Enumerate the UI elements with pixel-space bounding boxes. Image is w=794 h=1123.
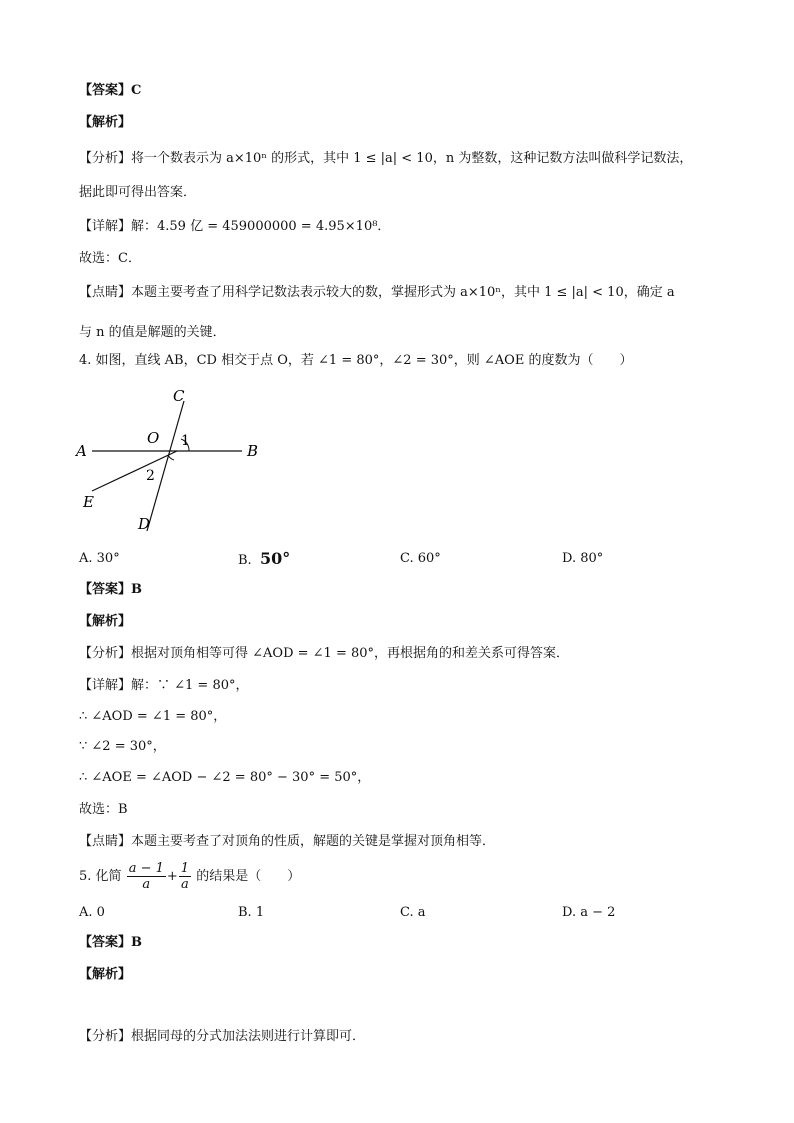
q4-option-b-value: 50° (259, 549, 291, 568)
q3-analysis-line-1: 【分析】将一个数表示为 a×10ⁿ 的形式，其中 1 ≤ |a| < 10，n 为整数，这种记数方法叫做科学记数法， (79, 151, 693, 166)
q3-answer: 【答案】C (79, 83, 142, 98)
q4-stem: 4. 如图，直线 AB，CD 相交于点 O，若 ∠1 = 80°，∠2 = 30°，则 ∠AOE 的度数为（ ） (79, 353, 633, 368)
q5-fraction-2-numerator: 1 (180, 861, 190, 876)
q4-choose: 故选：B (79, 802, 128, 817)
q5-answer: 【答案】B (79, 935, 142, 950)
q3-analysis-line-2: 据此即可得出答案． (79, 185, 197, 200)
label-d: D (138, 515, 151, 533)
q5-fraction-2-denominator: a (181, 877, 189, 892)
q5-option-a[interactable]: A. 0 (79, 905, 105, 920)
q4-option-b[interactable] (238, 550, 290, 570)
q5-option-b[interactable]: B. 1 (238, 905, 265, 920)
q3-comment-line-1: 【点睛】本题主要考查了用科学记数法表示较大的数，掌握形式为 a×10ⁿ，其中 1 ≤ |a| < 10，确定 a (79, 285, 675, 300)
q5-stem (79, 860, 300, 894)
q5-option-d[interactable]: D. a − 2 (562, 905, 616, 920)
q4-analysis: 【分析】根据对顶角相等可得 ∠AOD = ∠1 = 80°，再根据角的和差关系可得答案． (79, 646, 570, 661)
q4-option-a[interactable]: A. 30° (79, 551, 120, 566)
q5-options (79, 904, 719, 924)
q4-detail-line-2: ∴ ∠AOD = ∠1 = 80°， (79, 709, 227, 724)
q4-comment: 【点睛】本题主要考查了对顶角的性质，解题的关键是掌握对顶角相等． (79, 834, 496, 849)
q5-fraction-1-denominator: a (142, 877, 151, 892)
q4-options (79, 550, 719, 570)
q4-option-b-letter: B. (238, 553, 252, 568)
q5-fraction-2 (179, 861, 191, 892)
q5-stem-suffix: 的结果是（ ） (196, 869, 301, 884)
line-cd (147, 401, 184, 531)
q3-analysis-heading: 【解析】 (79, 115, 132, 130)
q4-answer: 【答案】B (79, 582, 142, 597)
q4-detail-line-1: 【详解】解：∵ ∠1 = 80°， (79, 678, 249, 693)
q5-analysis: 【分析】根据同母的分式加法法则进行计算即可． (79, 1029, 366, 1044)
q3-choose: 故选：C． (79, 251, 141, 266)
q5-plus-sign: + (166, 869, 178, 884)
q5-analysis-heading: 【解析】 (79, 967, 132, 982)
q3-comment-line-2: 与 n 的值是解题的关键． (79, 325, 226, 340)
q3-detail: 【详解】解：4.59 亿 = 459000000 = 4.95×10⁸． (79, 219, 391, 234)
q4-detail-line-3: ∵ ∠2 = 30°， (79, 739, 166, 754)
q4-analysis-heading: 【解析】 (79, 614, 132, 629)
label-a: A (76, 442, 87, 460)
q5-fraction-1 (127, 861, 166, 892)
label-c: C (173, 387, 185, 405)
q5-option-c[interactable]: C. a (400, 905, 426, 920)
q5-stem-prefix: 5. 化简 (79, 869, 122, 884)
label-angle-2: 2 (146, 468, 155, 484)
q5-fraction-1-numerator: a − 1 (128, 861, 164, 876)
label-o: O (147, 429, 160, 447)
label-angle-1: 1 (181, 433, 190, 449)
q4-figure (70, 383, 280, 535)
q4-option-c[interactable]: C. 60° (400, 551, 441, 566)
q4-option-d[interactable]: D. 80° (562, 551, 604, 566)
arc-angle-2 (168, 455, 174, 460)
q4-detail-line-4: ∴ ∠AOE = ∠AOD − ∠2 = 80° − 30° = 50°， (79, 770, 371, 785)
label-b: B (247, 442, 259, 460)
label-e: E (83, 493, 94, 511)
